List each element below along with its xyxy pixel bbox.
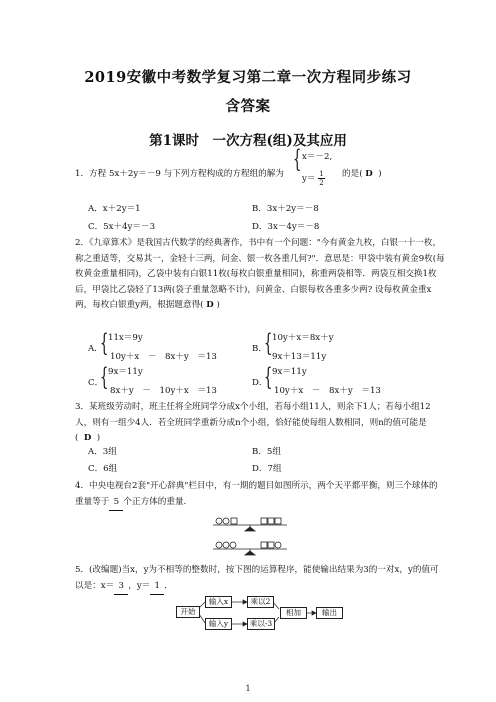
q1-option-b: B．3x＋2y＝－8 (252, 204, 319, 214)
q1-brace: { (293, 145, 302, 173)
flow-input-y: 输入y (205, 618, 232, 630)
flow-start: 开始 (176, 606, 200, 618)
flow-output: 输出 (316, 607, 343, 619)
q2-option-c-brace: { (100, 363, 109, 391)
cube-icon (261, 518, 267, 524)
q1-frac-num: 1 (319, 170, 324, 178)
flow-multiply-neg3: 乘以-3 (247, 618, 275, 630)
cube-icon (261, 542, 267, 548)
q1-option-a: A．x＋2y＝1 (88, 204, 141, 214)
q2-option-b-brace: { (264, 329, 273, 357)
q2-option-c-eq2: 8x＋y － 10y＋x ＝13 (110, 386, 217, 396)
q1-option-c: C．5x＋4y＝－3 (88, 222, 156, 232)
q5-y-answer: 1 (150, 579, 164, 596)
sphere-icon (223, 518, 229, 524)
q4-text: 4．中央电视台2套"开心辞典"栏目中，有一期的题目如图所示，两个天平都平衡，则三个球体的重量等于 5 个正方体的重量. (75, 479, 445, 511)
q2-option-a-brace: { (100, 329, 109, 357)
q2-option-c-label: C． (88, 378, 104, 388)
q2-option-d-brace: { (264, 363, 273, 391)
cube-icon (231, 518, 237, 524)
q2-text: 2．《九章算术》是我国古代数学的经典著作，书中有一个问题："今有黄金九枚，白银一十一枚，称之重适等，交易其一，金轻十三两，问金、银一枚各重几何?"．意思是：甲袋中装有黄金9枚(每枚黄金重量相同)，乙袋中装有白银11枚(每枚白银重量相同)，称重两袋相等．两袋互相交换1枚后，甲袋比乙袋轻了13两(袋子重量忽略不计)，问黄金、白银每枚各重多少两? 设每枚黄金重x两，每枚白银重y两，根据题意得( D ) (75, 238, 445, 310)
flow-add: 相加 (280, 607, 307, 619)
q3-option-c: C．6组 (88, 464, 118, 474)
q5-text: 5．(改编题)当x，y为不相等的整数时，按下图的运算程序，能使输出结果为3的一对x，y的值可以是：x＝ 3 ，y＝ 1 ． (75, 563, 445, 595)
q1-text: 1．方程 5x＋2y＝－9 与下列方程构成的方程组的解为 (75, 169, 284, 179)
q2-option-a-eq2: 10y＋x － 8x＋y ＝13 (110, 352, 217, 362)
q2-option-d-eq1: 9x＝11y (272, 367, 307, 377)
q3-text: 3．某班级劳动时，班主任将全班同学分成x个小组，若每小组11人，则余下1人；若每小组12人，则有一组少4人．若全班同学重新分成n个小组，恰好能使每组人数相同，则n的值可能是( D ) (75, 402, 431, 443)
q2-answer: D (206, 300, 214, 310)
q2-option-b-label: B． (252, 344, 267, 354)
q2-option-c-eq1: 9x＝11y (108, 367, 143, 377)
balance-scale-bottom (213, 542, 287, 555)
q3-option-b: B．5组 (252, 447, 281, 457)
q1-option-d: D．3x－4y＝－8 (252, 222, 320, 232)
q1-sys-line2: y＝ $\frac{1}{2}$ (302, 170, 324, 187)
flow-multiply-2: 乘以2 (247, 596, 274, 608)
q2-option-a-label: A． (88, 344, 103, 354)
sphere-icon (275, 542, 281, 548)
q4-answer: 5 (109, 495, 123, 512)
cube-icon (268, 518, 274, 524)
sphere-icon (216, 542, 222, 548)
title-line-2: 含答案 (225, 98, 271, 115)
q1-tail: 的是( D ) (342, 169, 382, 179)
q2-option-b-eq2: 9x＋13＝11y (272, 352, 327, 362)
q2-option-d-label: D． (252, 378, 268, 388)
sphere-icon (223, 542, 229, 548)
balance-scale-top (213, 518, 287, 531)
q3-option-d: D．7组 (252, 464, 282, 474)
q2-option-d-eq2: 10y＋x － 8x＋y ＝13 (274, 386, 381, 396)
section-title: 第1课时 一次方程(组)及其应用 (149, 133, 347, 149)
q1-frac-den: 2 (319, 179, 324, 187)
q3-answer: D (83, 433, 92, 443)
q1-sys-line1: x＝－2, (302, 152, 333, 162)
balance-scales-figure (205, 511, 295, 557)
flow-input-x: 输入x (205, 596, 232, 608)
q3-option-a: A．3组 (88, 447, 117, 457)
q5-x-answer: 3 (114, 579, 128, 596)
q2-option-a-eq1: 11x＝9y (108, 333, 143, 343)
title-line-1: 2019安徽中考数学复习第二章一次方程同步练习 (84, 69, 412, 86)
cube-icon (275, 518, 281, 524)
q1-answer: D (365, 169, 373, 179)
sphere-icon (230, 542, 236, 548)
sphere-icon (216, 518, 222, 524)
cube-icon (268, 542, 274, 548)
q2-option-b-eq1: 10y＋x＝8x＋y (272, 333, 334, 343)
page-number: 1 (245, 684, 251, 693)
